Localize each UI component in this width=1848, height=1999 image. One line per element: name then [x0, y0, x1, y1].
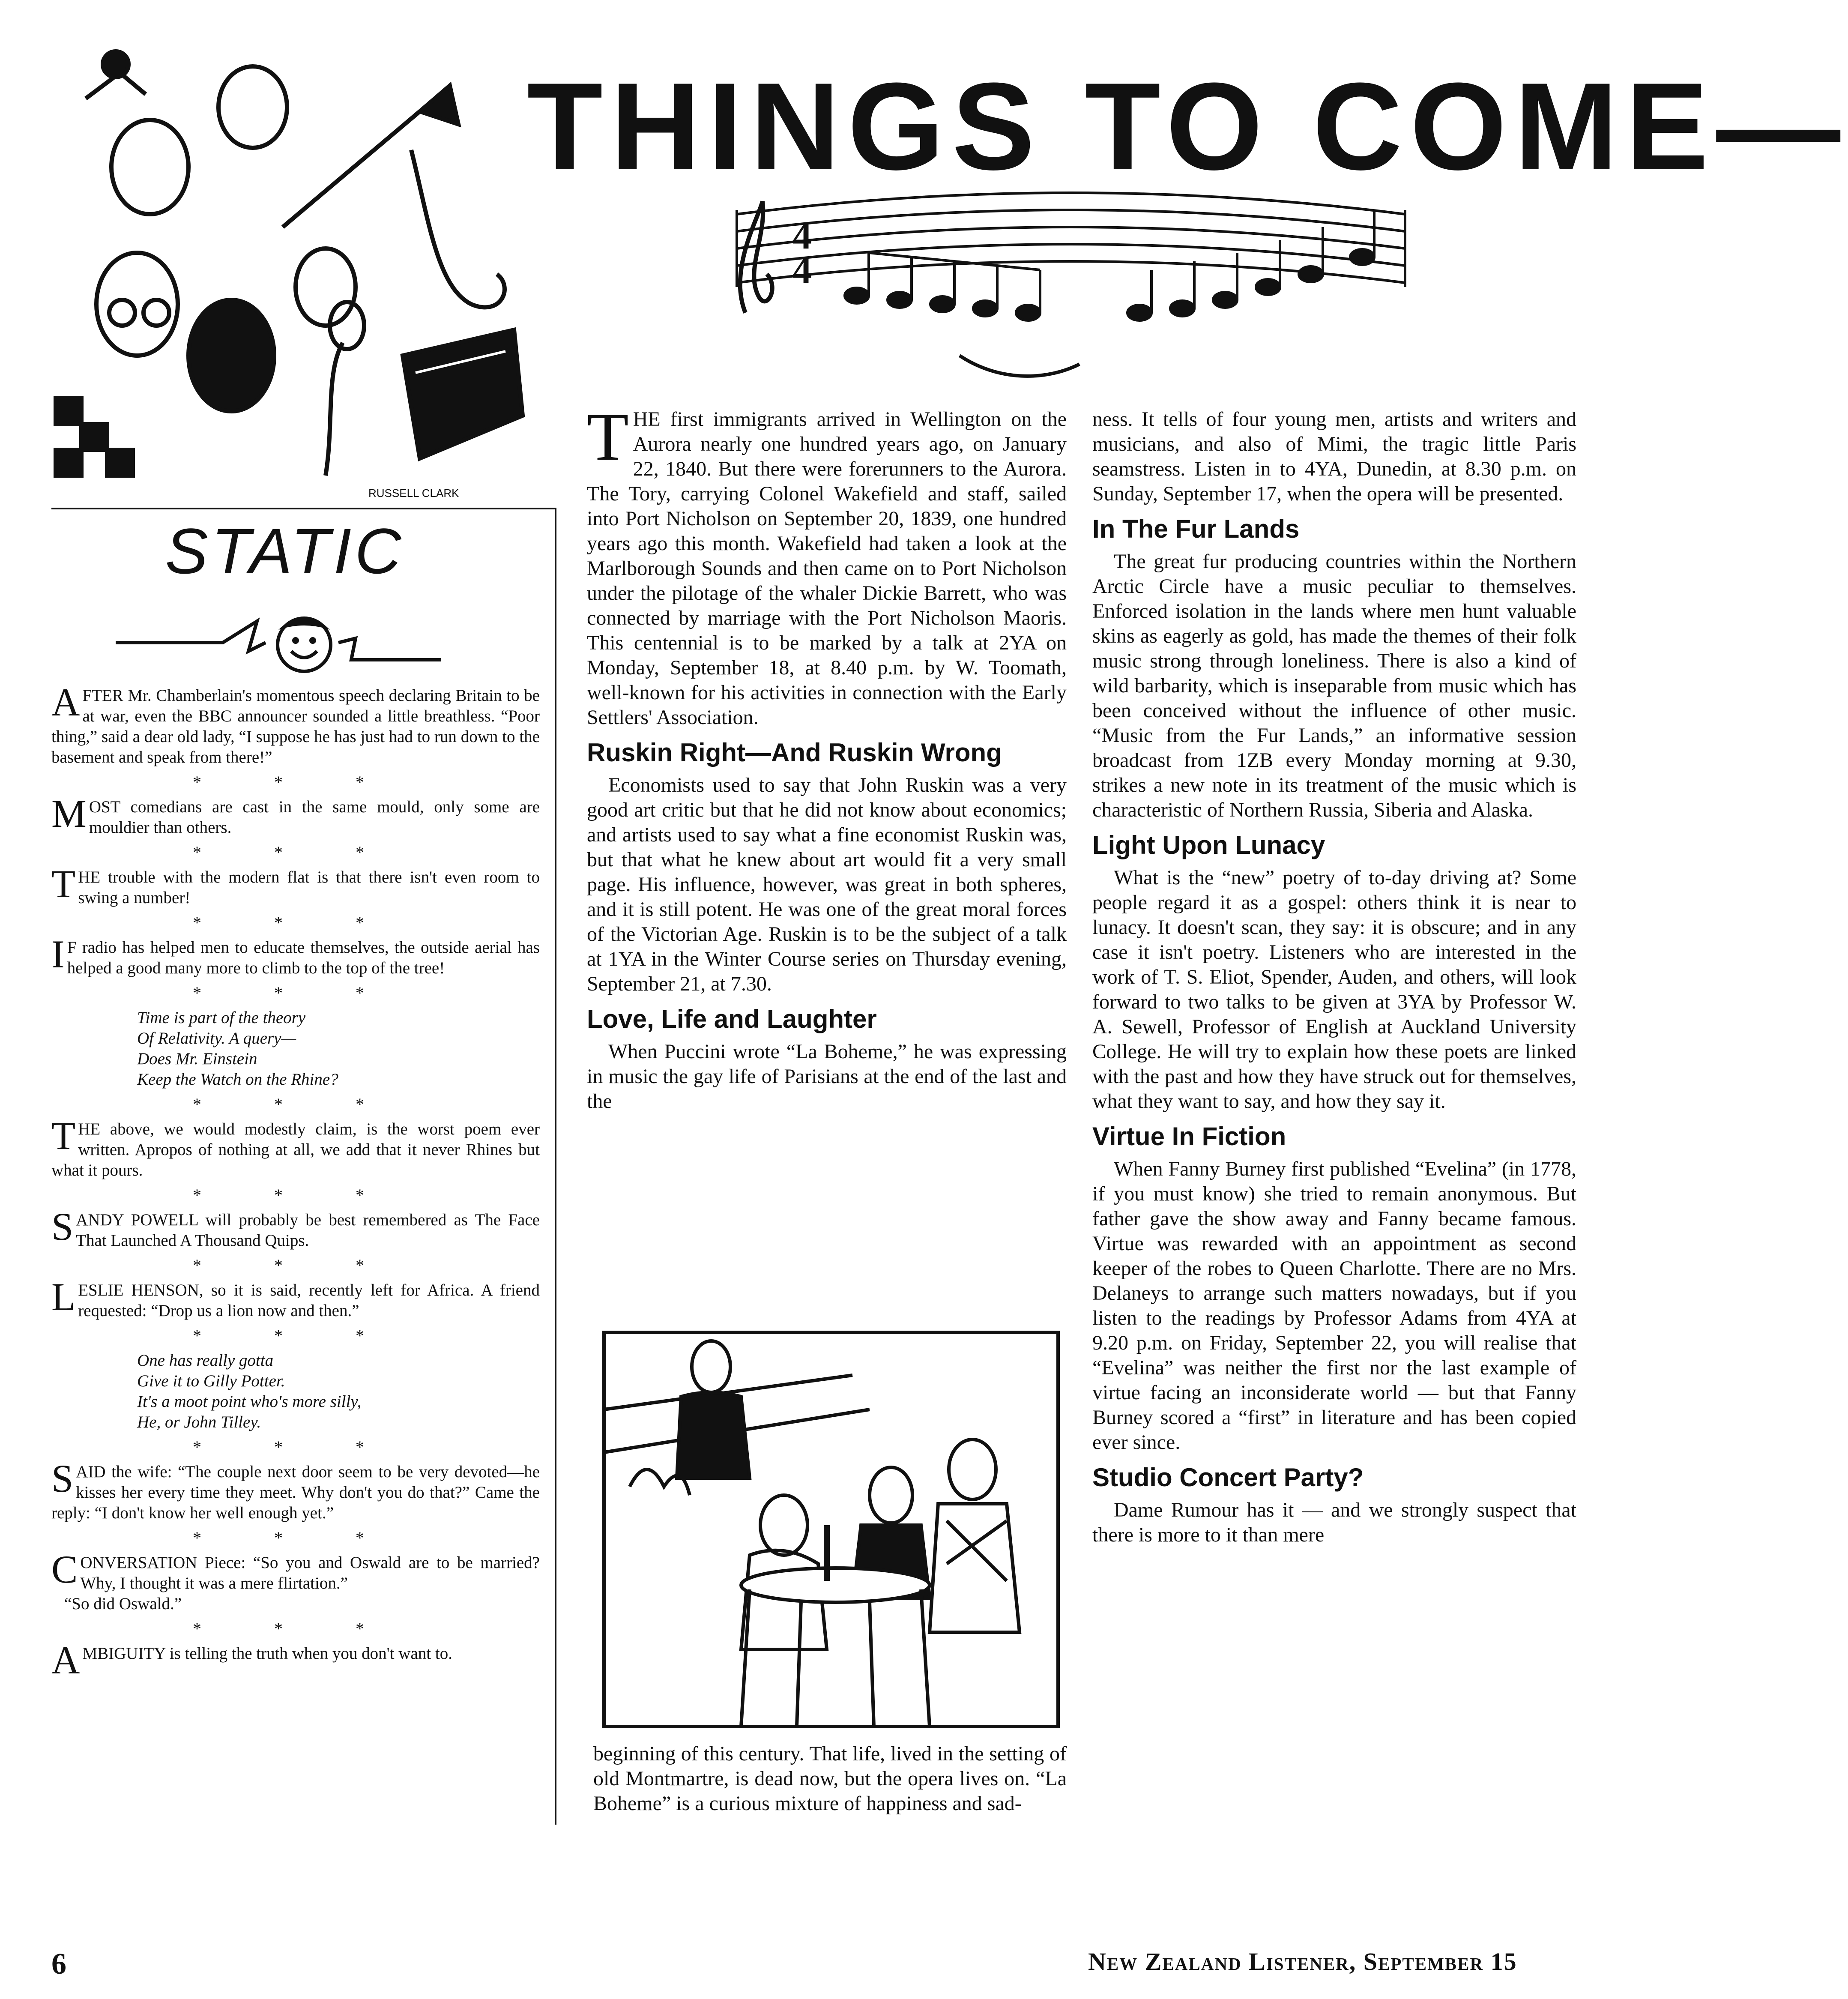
- right-column: [1092, 407, 1576, 1552]
- separator-stars: * * *: [193, 1437, 398, 1457]
- separator-stars: * * *: [193, 1619, 398, 1638]
- drop-initial: I: [51, 932, 65, 976]
- heading-fur-lands: In The Fur Lands: [1092, 515, 1300, 543]
- separator-stars: * * *: [193, 1185, 398, 1205]
- separator-stars: * * *: [193, 983, 398, 1002]
- drop-initial: T: [51, 1114, 76, 1158]
- lunacy-paragraph: What is the “new” poetry of to-day driving at? Some people regard it as a gospel: others think it is near to lunacy. It doesn't scan, they say: it is obscure; and in any case it isn't poetry. Listeners who are interested in the work of T. S. Eliot, Spender, Auden, and others, will look forward to two talks to be given at 3YA by Professor W. A. Sewell, Professor of English at Auckland University College. He will try to explain how these poets are linked with the past and how they have struck out for themselves, what they want to say, and how they say it.: [1092, 866, 1576, 1113]
- svg-text:4: 4: [792, 215, 812, 257]
- illustrator-signature: RUSSELL CLARK: [368, 487, 459, 500]
- publication-line: New Zealand Listener, September 15: [1088, 1948, 1517, 1975]
- drop-initial: C: [51, 1547, 78, 1591]
- static-item: AFTER Mr. Chamberlain's momentous speech declaring Britain to be at war, even the BBC announcer sounded a little breathless. “Poor thing,” said a dear old lady, “I suppose he has just had to run down to the basement and speak from there!”: [51, 680, 540, 766]
- static-face-zigzag: [116, 604, 441, 677]
- boheme-continued: beginning of this century. That life, lived in the setting of old Montmartre, is dead now, but the opera lives on. “La Boheme” is a curious mixture of happiness and sad-: [593, 1742, 1067, 1815]
- drop-initial: T: [587, 398, 629, 475]
- heading-ruskin: Ruskin Right—And Ruskin Wrong: [587, 738, 1002, 767]
- band-illustration: [51, 47, 531, 501]
- heading-light-upon-lunacy: Light Upon Lunacy: [1092, 831, 1325, 859]
- static-item: THE above, we would modestly claim, is the worst poem ever written. Apropos of nothing at all, we add that it never Rhines but what it pours.: [51, 1114, 540, 1179]
- middle-column: [587, 398, 1067, 1118]
- drop-initial: L: [51, 1275, 76, 1319]
- middle-column-continued: [593, 1742, 1067, 1820]
- drop-initial: M: [51, 792, 87, 835]
- static-item: THE trouble with the modern flat is that there isn't even room to swing a number!: [51, 862, 540, 907]
- static-item: MOST comedians are cast in the same mould, only some are mouldier than others.: [51, 792, 540, 837]
- static-item: I F radio has helped men to educate themselves, the outside aerial has helped a good many more to climb to the top of the tree!: [51, 932, 540, 977]
- separator-stars: * * *: [193, 1095, 398, 1114]
- static-item: CONVERSATION Piece: “So you and Oswald are to be married? Why, I thought it was a mere flirtation.”: [51, 1547, 540, 1592]
- boheme-conclusion: ness. It tells of four young men, artists and writers and musicians, and also of Mimi, the tragic little Paris seamstress. Listen in to 4YA, Dunedin, at 8.30 p.m. on Sunday, September 17, when the opera will be presented.: [1092, 408, 1576, 505]
- virtue-paragraph: When Fanny Burney first published “Evelina” (in 1778, if you must know) she tried to remain anonymous. But father gave the show away and Fanny became famous. Virtue was rewarded with an appointment as second keeper of the robes to Queen Charlotte. There are no Mrs. Delaneys to arrange such matters nowadays, but if you listen to the readings by Professor Adams from 4YA at 9.20 p.m. on Friday, September 22, you will realise that “Evelina” was neither the first nor the last example of virtue facing an inconsiderate world — but that Fanny Burney scored a “first” in literature and has been copied ever since.: [1092, 1158, 1576, 1454]
- drop-initial: A: [51, 1638, 80, 1682]
- drop-initial: A: [51, 680, 80, 724]
- static-verse: One has really gotta Give it to Gilly Potter. It's a moot point who's more silly, He, or John Tilley.: [137, 1351, 362, 1431]
- separator-stars: * * *: [193, 1528, 398, 1547]
- drop-initial: S: [51, 1457, 74, 1500]
- separator-stars: * * *: [193, 772, 398, 792]
- studio-paragraph: Dame Rumour has it — and we strongly suspect that there is more to it than mere: [1092, 1499, 1576, 1546]
- boheme-paragraph: When Puccini wrote “La Boheme,” he was expressing in music the gay life of Parisians at the end of the last and the: [587, 1040, 1067, 1113]
- static-item: SAID the wife: “The couple next door seem to be very devoted—he kisses her every time they meet. Why don't you do that?” Came the reply: “I don't know her well enough yet.”: [51, 1457, 540, 1522]
- static-item: AMBIGUITY is telling the truth when you don't want to.: [51, 1638, 452, 1682]
- static-verse: Time is part of the theory Of Relativity. A query— Does Mr. Einstein Keep the Watch on the Rhine?: [137, 1008, 338, 1089]
- masthead-title: THINGS TO COME—: [527, 57, 1848, 196]
- static-title: STATIC: [165, 515, 405, 587]
- music-staff-ornament: [720, 184, 1414, 390]
- intro-paragraph: THE first immigrants arrived in Wellington on the Aurora nearly one hundred years ago, on January 22, 1840. But there were forerunners to the Aurora. The Tory, carrying Colonel Wakefield and staff, sailed into Port Nicholson on September 20, 1839, one hundred years ago this month. Wakefield had taken a look at the Marlborough Sounds and then came on to Port Nicholson under the pilotage of the whaler Dickie Barrett, who was connected by marriage with the Port Nicholson Maoris. This centennial is to be marked by a talk at 2YA on Monday, September 18, at 8.40 p.m. by W. Toomath, well-known for his activities in connection with the Early Settlers' Association.: [587, 398, 1067, 729]
- cafe-scene-illustration: [595, 1324, 1067, 1735]
- separator-stars: * * *: [193, 1256, 398, 1275]
- static-item: SANDY POWELL will probably be best remembered as The Face That Launched A Thousand Quips.: [51, 1205, 540, 1250]
- drop-initial: T: [51, 862, 76, 906]
- separator-stars: * * *: [193, 843, 398, 862]
- static-column: [51, 680, 540, 1682]
- static-item: LESLIE HENSON, so it is said, recently left for Africa. A friend requested: “Drop us a lion now and then.”: [51, 1275, 540, 1320]
- drop-initial: S: [51, 1205, 74, 1248]
- page-number: 6: [51, 1948, 66, 1981]
- heading-love-life-laughter: Love, Life and Laughter: [587, 1005, 877, 1033]
- static-item: “So did Oswald.”: [64, 1595, 182, 1613]
- separator-stars: * * *: [193, 1326, 398, 1345]
- separator-stars: * * *: [193, 913, 398, 932]
- ruskin-paragraph: Economists used to say that John Ruskin was a very good art critic but that he did not know about economics; and artists used to say what a fine economist Ruskin was, but that what he knew about art would fit a very small page. His influence, however, was great in both spheres, and it is still potent. He was one of the great moral forces of the Victorian Age. Ruskin is to be the subject of a talk at 1YA in the Winter Course series on Thursday evening, September 21, at 7.30.: [587, 774, 1067, 995]
- heading-studio-concert-party: Studio Concert Party?: [1092, 1463, 1364, 1492]
- fur-lands-paragraph: The great fur producing countries within the Northern Arctic Circle have a music peculiar to themselves. Enforced isolation in the lands where men hunt valuable skins as eagerly as gold, has made the themes of their folk music strong through loneliness. There is also a kind of wild barbarity, which is inseparable from music which has been conceived without the influence of other music. “Music from the Fur Lands,” an informative session broadcast from 1ZB every Monday morning at 9.30, strikes a new note in its treatment of the music which is characteristic of Northern Russia, Siberia and Alaska.: [1092, 550, 1576, 821]
- svg-text:4: 4: [792, 249, 812, 291]
- heading-virtue-in-fiction: Virtue In Fiction: [1092, 1122, 1286, 1151]
